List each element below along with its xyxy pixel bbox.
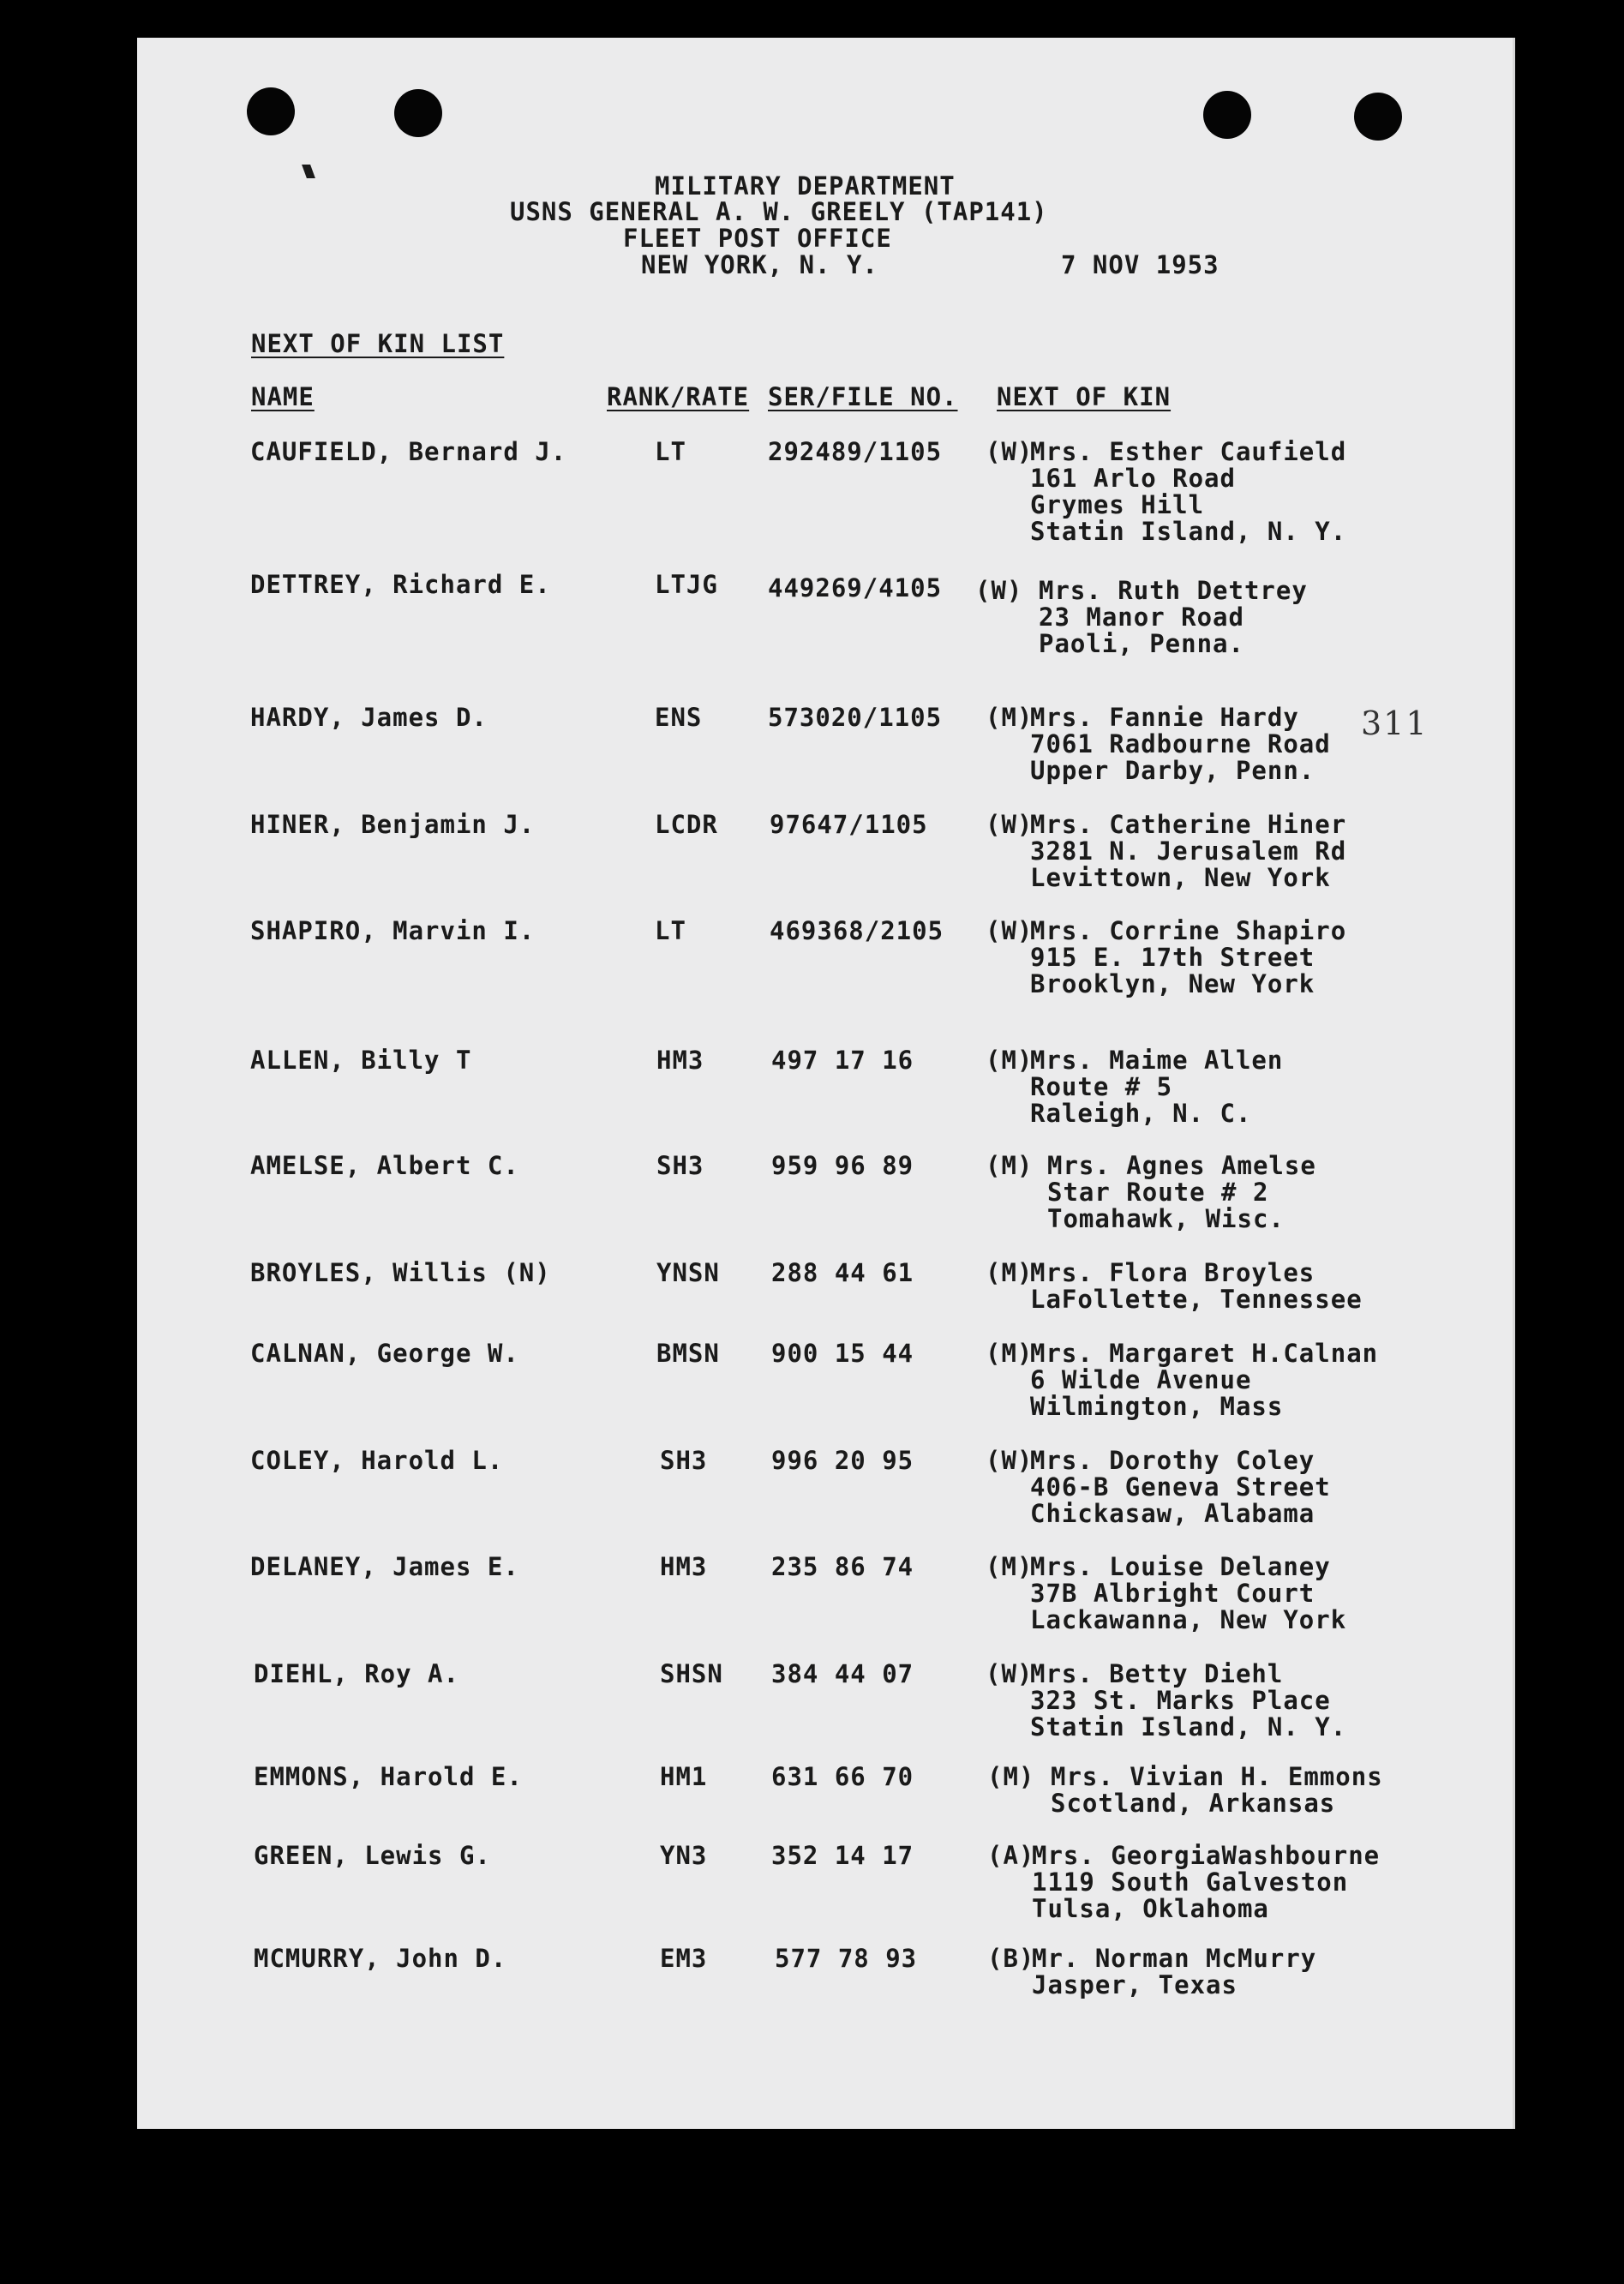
row-rank: YN3 bbox=[660, 1841, 708, 1870]
header-line-4: NEW YORK, N. Y. bbox=[641, 250, 878, 279]
row-relation: (M) bbox=[986, 1151, 1034, 1180]
kin-line: Jasper, Texas bbox=[1032, 1970, 1237, 1999]
row-kin bbox=[1030, 1340, 1378, 1420]
kin-line: Levittown, New York bbox=[1030, 863, 1331, 892]
row-kin bbox=[1047, 1153, 1316, 1232]
punch-hole-1 bbox=[247, 87, 295, 135]
column-header-rank: RANK/RATE bbox=[607, 382, 750, 411]
kin-line: Mrs. Betty Diehl bbox=[1030, 1659, 1284, 1688]
row-name: DETTREY, Richard E. bbox=[250, 570, 551, 599]
row-name: AMELSE, Albert C. bbox=[250, 1151, 519, 1180]
list-title: NEXT OF KIN LIST bbox=[251, 329, 505, 358]
kin-line: Mrs. Esther Caufield bbox=[1030, 437, 1347, 466]
kin-line: Mrs. Louise Delaney bbox=[1030, 1552, 1331, 1581]
kin-line: Upper Darby, Penn. bbox=[1030, 756, 1315, 785]
kin-line: 7061 Radbourne Road bbox=[1030, 729, 1331, 758]
stray-mark bbox=[302, 165, 315, 178]
column-header-kin: NEXT OF KIN bbox=[997, 382, 1172, 411]
row-relation: (W) bbox=[986, 810, 1034, 839]
row-name: HINER, Benjamin J. bbox=[250, 810, 536, 839]
row-rank: EM3 bbox=[660, 1944, 708, 1973]
row-rank: LT bbox=[655, 916, 686, 945]
kin-line: Mrs. Ruth Dettrey bbox=[1039, 576, 1308, 605]
header-line-2: USNS GENERAL A. W. GREELY (TAP141) bbox=[510, 197, 1048, 226]
kin-line: Tomahawk, Wisc. bbox=[1047, 1204, 1285, 1233]
row-relation: (M) bbox=[986, 1552, 1034, 1581]
row-name: DIEHL, Roy A. bbox=[254, 1659, 459, 1688]
row-name: COLEY, Harold L. bbox=[250, 1446, 504, 1475]
row-relation: (M) bbox=[986, 1258, 1034, 1287]
row-rank: LCDR bbox=[655, 810, 718, 839]
row-name: BROYLES, Willis (N) bbox=[250, 1258, 551, 1287]
kin-line: LaFollette, Tennessee bbox=[1030, 1285, 1363, 1314]
punch-hole-4 bbox=[1354, 93, 1402, 141]
row-ser: 235 86 74 bbox=[771, 1552, 914, 1581]
row-kin bbox=[1030, 1661, 1346, 1741]
row-kin bbox=[1032, 1945, 1316, 1999]
row-relation: (M) bbox=[986, 1339, 1034, 1368]
kin-line: 23 Manor Road bbox=[1039, 602, 1244, 632]
row-ser: 577 78 93 bbox=[775, 1944, 918, 1973]
row-rank: SHSN bbox=[660, 1659, 723, 1688]
row-rank: LTJG bbox=[655, 570, 718, 599]
kin-line: 323 St. Marks Place bbox=[1030, 1686, 1331, 1715]
kin-line: Mrs. Corrine Shapiro bbox=[1030, 916, 1347, 945]
kin-line: Route # 5 bbox=[1030, 1072, 1173, 1101]
header-line-3: FLEET POST OFFICE bbox=[623, 224, 892, 253]
kin-line: Grymes Hill bbox=[1030, 490, 1205, 519]
row-rank: HM1 bbox=[660, 1762, 708, 1791]
row-name: EMMONS, Harold E. bbox=[254, 1762, 523, 1791]
kin-line: 915 E. 17th Street bbox=[1030, 943, 1315, 972]
row-kin bbox=[1030, 1047, 1283, 1127]
kin-line: Mrs. GeorgiaWashbourne bbox=[1032, 1841, 1381, 1870]
punch-hole-2 bbox=[394, 89, 442, 137]
row-name: DELANEY, James E. bbox=[250, 1552, 519, 1581]
row-rank: SH3 bbox=[656, 1151, 704, 1180]
row-name: SHAPIRO, Marvin I. bbox=[250, 916, 536, 945]
kin-line: 1119 South Galveston bbox=[1032, 1867, 1349, 1897]
row-rank: HM3 bbox=[656, 1046, 704, 1075]
row-rank: SH3 bbox=[660, 1446, 708, 1475]
kin-line: 161 Arlo Road bbox=[1030, 464, 1236, 493]
row-relation: (W) bbox=[986, 1446, 1034, 1475]
row-name: HARDY, James D. bbox=[250, 703, 488, 732]
row-kin bbox=[1051, 1764, 1383, 1817]
row-relation: (W) bbox=[975, 576, 1023, 605]
kin-line: Chickasaw, Alabama bbox=[1030, 1499, 1315, 1528]
kin-line: 3281 N. Jerusalem Rd bbox=[1030, 836, 1347, 866]
kin-line: Mrs. Vivian H. Emmons bbox=[1051, 1762, 1383, 1791]
document-date: 7 NOV 1953 bbox=[1061, 250, 1219, 279]
kin-line: 406-B Geneva Street bbox=[1030, 1472, 1331, 1502]
row-ser: 352 14 17 bbox=[771, 1841, 914, 1870]
row-ser: 900 15 44 bbox=[771, 1339, 914, 1368]
row-kin bbox=[1030, 704, 1331, 784]
kin-line: Raleigh, N. C. bbox=[1030, 1099, 1252, 1128]
row-ser: 97647/1105 bbox=[770, 810, 928, 839]
row-kin bbox=[1030, 439, 1346, 545]
row-ser: 497 17 16 bbox=[771, 1046, 914, 1075]
kin-line: Mr. Norman McMurry bbox=[1032, 1944, 1317, 1973]
kin-line: Wilmington, Mass bbox=[1030, 1392, 1284, 1421]
kin-line: Mrs. Flora Broyles bbox=[1030, 1258, 1315, 1287]
kin-line: Mrs. Catherine Hiner bbox=[1030, 810, 1347, 839]
row-kin bbox=[1030, 1448, 1331, 1527]
row-ser: 573020/1105 bbox=[768, 703, 943, 732]
row-name: CALNAN, George W. bbox=[250, 1339, 519, 1368]
row-name: MCMURRY, John D. bbox=[254, 1944, 507, 1973]
row-relation: (M) bbox=[987, 1762, 1035, 1791]
kin-line: Mrs. Maime Allen bbox=[1030, 1046, 1284, 1075]
row-relation: (W) bbox=[986, 916, 1034, 945]
kin-line: Star Route # 2 bbox=[1047, 1178, 1269, 1207]
row-ser: 996 20 95 bbox=[771, 1446, 914, 1475]
row-kin bbox=[1030, 1260, 1363, 1313]
row-ser: 959 96 89 bbox=[771, 1151, 914, 1180]
row-relation: (A) bbox=[987, 1841, 1035, 1870]
row-relation: (M) bbox=[986, 703, 1034, 732]
kin-line: Mrs. Fannie Hardy bbox=[1030, 703, 1299, 732]
column-header-ser: SER/FILE NO. bbox=[768, 382, 958, 411]
kin-line: 6 Wilde Avenue bbox=[1030, 1365, 1252, 1394]
row-rank: YNSN bbox=[656, 1258, 720, 1287]
row-relation: (B) bbox=[987, 1944, 1035, 1973]
punch-hole-3 bbox=[1203, 91, 1251, 139]
row-relation: (W) bbox=[986, 437, 1034, 466]
row-relation: (M) bbox=[986, 1046, 1034, 1075]
row-ser: 449269/4105 bbox=[768, 573, 943, 602]
row-kin bbox=[1039, 578, 1308, 657]
header-line-1: MILITARY DEPARTMENT bbox=[655, 171, 956, 201]
row-ser: 288 44 61 bbox=[771, 1258, 914, 1287]
row-ser: 384 44 07 bbox=[771, 1659, 914, 1688]
row-relation: (W) bbox=[986, 1659, 1034, 1688]
kin-line: Scotland, Arkansas bbox=[1051, 1789, 1336, 1818]
kin-line: Statin Island, N. Y. bbox=[1030, 1712, 1347, 1741]
row-rank: ENS bbox=[655, 703, 703, 732]
margin-note: 311 bbox=[1361, 704, 1429, 742]
kin-line: Tulsa, Oklahoma bbox=[1032, 1894, 1269, 1923]
row-kin bbox=[1030, 918, 1346, 998]
row-kin bbox=[1032, 1843, 1380, 1922]
row-kin bbox=[1030, 1554, 1346, 1634]
row-rank: LT bbox=[655, 437, 686, 466]
kin-line: Statin Island, N. Y. bbox=[1030, 517, 1347, 546]
kin-line: Mrs. Margaret H.Calnan bbox=[1030, 1339, 1379, 1368]
row-name: ALLEN, Billy T bbox=[250, 1046, 472, 1075]
kin-line: Mrs. Dorothy Coley bbox=[1030, 1446, 1315, 1475]
kin-line: 37B Albright Court bbox=[1030, 1579, 1315, 1608]
kin-line: Lackawanna, New York bbox=[1030, 1605, 1347, 1634]
row-ser: 292489/1105 bbox=[768, 437, 943, 466]
row-ser: 469368/2105 bbox=[770, 916, 944, 945]
row-rank: BMSN bbox=[656, 1339, 720, 1368]
kin-line: Brooklyn, New York bbox=[1030, 969, 1315, 998]
row-ser: 631 66 70 bbox=[771, 1762, 914, 1791]
kin-line: Mrs. Agnes Amelse bbox=[1047, 1151, 1316, 1180]
row-kin bbox=[1030, 812, 1346, 891]
row-name: CAUFIELD, Bernard J. bbox=[250, 437, 567, 466]
column-header-name: NAME bbox=[251, 382, 315, 411]
row-rank: HM3 bbox=[660, 1552, 708, 1581]
row-name: GREEN, Lewis G. bbox=[254, 1841, 491, 1870]
kin-line: Paoli, Penna. bbox=[1039, 629, 1244, 658]
